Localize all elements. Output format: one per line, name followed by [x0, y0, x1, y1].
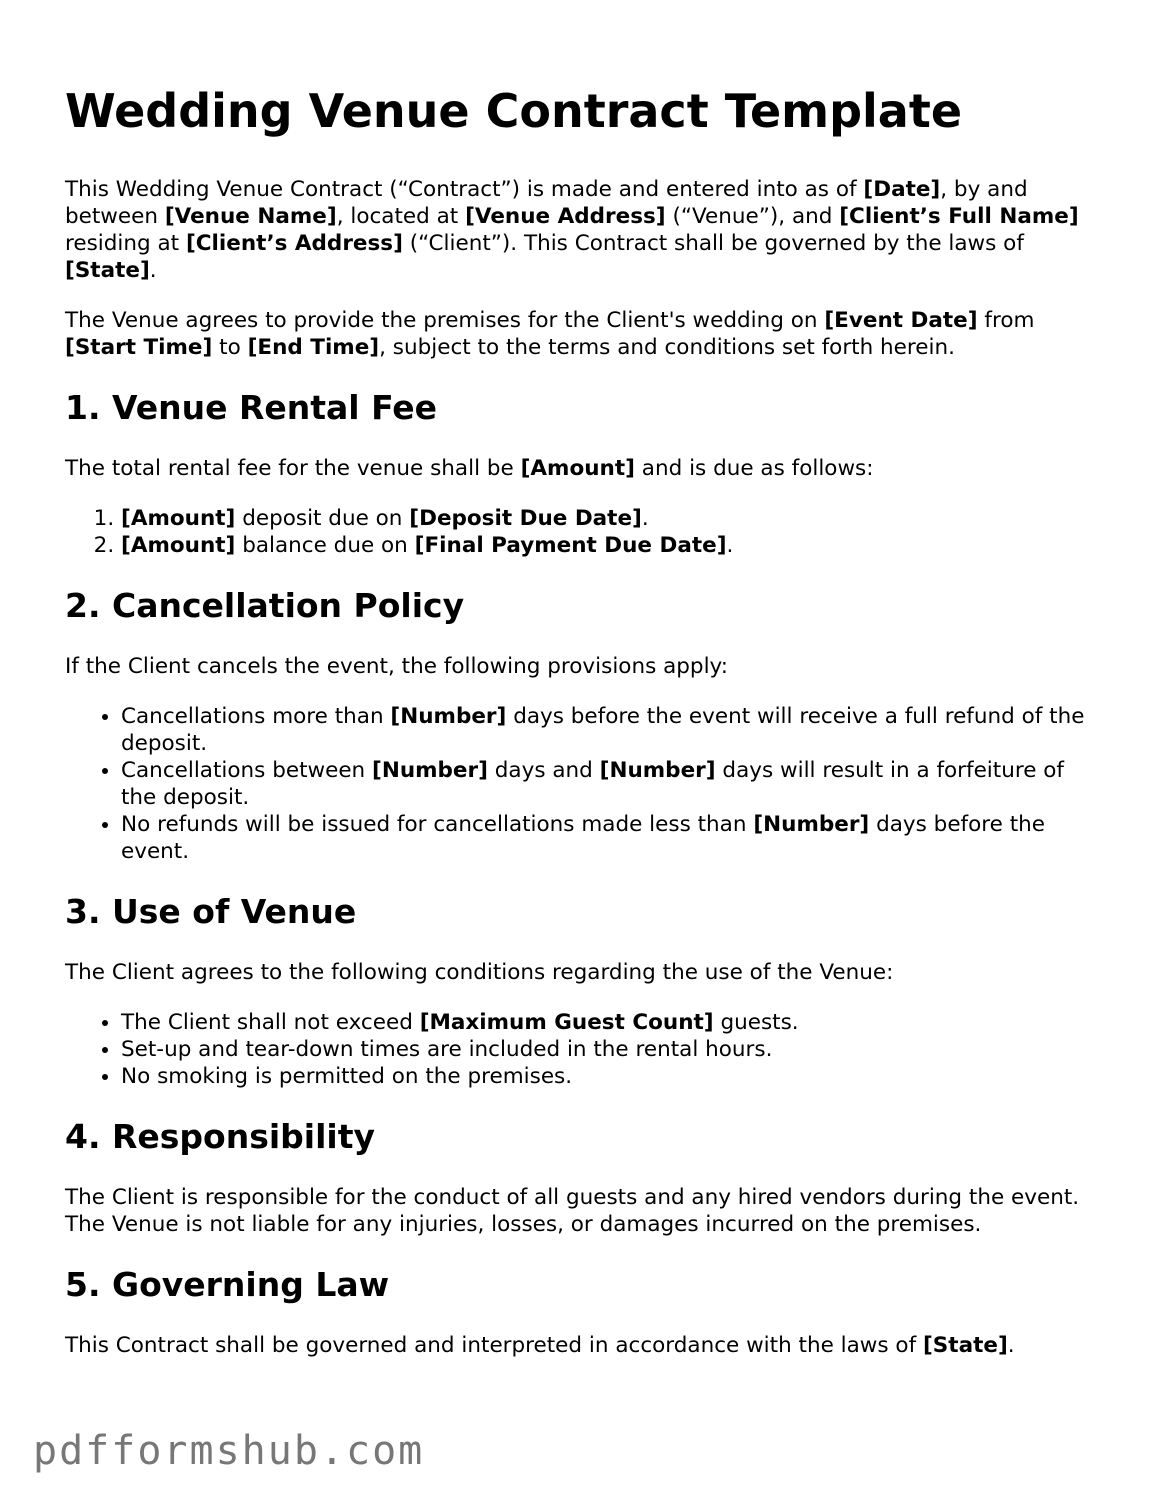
- start-time-placeholder: [Start Time]: [65, 335, 213, 360]
- client-address-placeholder: [Client’s Address]: [185, 231, 403, 256]
- list-item: • Cancellations between [Number] days and [Number] days will result in a forfeiture of the deposit.: [121, 757, 1105, 811]
- state-placeholder: [State]: [65, 258, 150, 283]
- intro-paragraph: This Wedding Venue Contract (“Contract”) is made and entered into as of [Date], by and between [Venue Name], located at [Venue Address] (“Venue”), and [Client’s Full Name] residing at [Client’s Address] (“Client”). This Contract shall be governed by the laws of [State].: [65, 177, 1079, 283]
- list-item: 1. [Amount] deposit due on [Deposit Due Date].: [121, 505, 1105, 532]
- document-page: [65, 80, 1105, 1382]
- premises-paragraph: The Venue agrees to provide the premises for the Client's wedding on [Event Date] from [Start Time] to [End Time], subject to the terms and conditions set forth herein.: [65, 308, 1035, 360]
- list-item: • Cancellations more than [Number] days before the event will receive a full refund of the deposit.: [121, 703, 1105, 757]
- section-heading-rental-fee: 1. Venue Rental Fee: [65, 388, 438, 427]
- watermark: pdfformshub.com: [33, 1428, 425, 1474]
- governing-law-paragraph: This Contract shall be governed and interpreted in accordance with the laws of [State].: [65, 1333, 1015, 1358]
- list-item: • No smoking is permitted on the premises.: [121, 1063, 1105, 1090]
- cancellation-list: [65, 703, 1105, 865]
- section-heading-cancellation: 2. Cancellation Policy: [65, 586, 465, 625]
- rental-fee-paragraph: The total rental fee for the venue shall be [Amount] and is due as follows:: [65, 456, 874, 481]
- use-of-venue-paragraph: The Client agrees to the following conditions regarding the use of the Venue:: [65, 960, 894, 985]
- document-title: Wedding Venue Contract Template: [65, 84, 963, 138]
- section-heading-responsibility: 4. Responsibility: [65, 1117, 376, 1156]
- date-placeholder: [Date]: [863, 177, 941, 202]
- end-time-placeholder: [End Time]: [247, 335, 380, 360]
- venue-name-placeholder: [Venue Name]: [164, 204, 337, 229]
- client-name-placeholder: [Client’s Full Name]: [839, 204, 1079, 229]
- venue-address-placeholder: [Venue Address]: [465, 204, 666, 229]
- list-item: • Set-up and tear-down times are included in the rental hours.: [121, 1036, 1105, 1063]
- responsibility-paragraph: The Client is responsible for the conduct of all guests and any hired vendors during the event. The Venue is not liable for any injuries, losses, or damages incurred on the premises.: [65, 1185, 1080, 1237]
- section-heading-use-of-venue: 3. Use of Venue: [65, 892, 357, 931]
- list-item: 2. [Amount] balance due on [Final Payment Due Date].: [121, 532, 1105, 559]
- cancellation-paragraph: If the Client cancels the event, the following provisions apply:: [65, 654, 728, 679]
- use-of-venue-list: [65, 1009, 1105, 1090]
- list-item: • The Client shall not exceed [Maximum Guest Count] guests.: [121, 1009, 1105, 1036]
- event-date-placeholder: [Event Date]: [824, 308, 978, 333]
- list-item: • No refunds will be issued for cancellations made less than [Number] days before the event.: [121, 811, 1105, 865]
- section-heading-governing-law: 5. Governing Law: [65, 1265, 390, 1304]
- payment-schedule-list: [65, 505, 1105, 559]
